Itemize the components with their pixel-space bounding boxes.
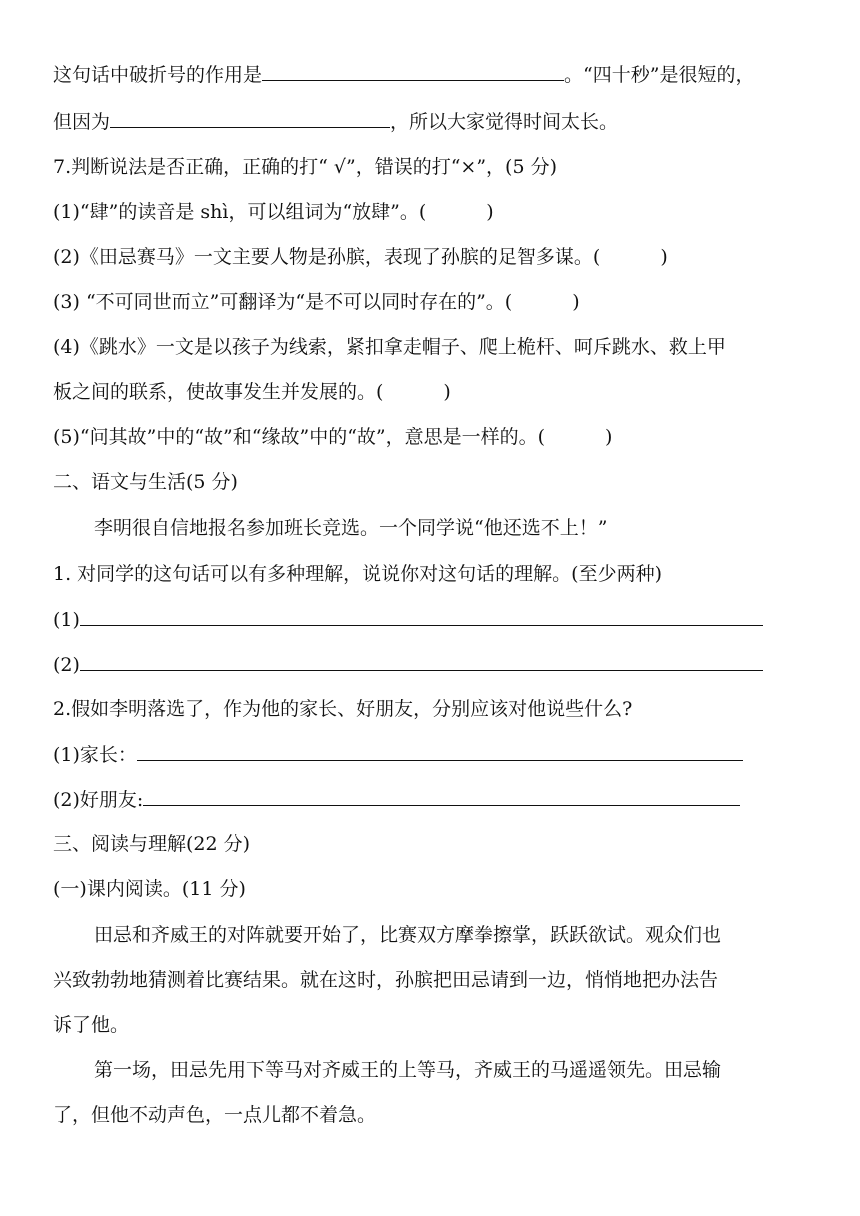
friend-answer-line — [53, 787, 740, 811]
item-3-text: (3) “不可同世而立”可翻译为“是不可以同时存在的”。( — [53, 291, 513, 313]
section-2-question-2 — [53, 697, 632, 721]
question-1-text: 1. 对同学的这句话可以有多种理解，说说你对这句话的理解。(至少两种) — [53, 563, 662, 585]
item-2-close-paren: ) — [660, 246, 668, 268]
passage-text: 了，但他不动声色，一点儿都不着急。 — [53, 1104, 377, 1126]
parent-answer-line — [53, 742, 743, 766]
passage-text: 第一场，田忌先用下等马对齐威王的上等马，齐威王的马遥遥领先。田忌输 — [94, 1059, 722, 1081]
item-4-text: (4)《跳水》一文是以孩子为线索，紧扣拿走帽子、爬上桅杆、呵斥跳水、救上甲 — [53, 336, 726, 358]
dash-question-text-cont: 。“四十秒”是很短的， — [564, 64, 755, 86]
item-5-close-paren: ) — [605, 426, 613, 448]
item-3-close-paren: ) — [572, 291, 580, 313]
item-4-close-paren: ) — [443, 381, 451, 403]
answer-1-label: (1) — [53, 609, 80, 631]
question-7-item-5 — [53, 425, 612, 449]
friend-label: (2)好朋友: — [53, 789, 144, 811]
dash-question-text: 这句话中破折号的作用是 — [53, 64, 263, 86]
section-2-title: 二、语文与生活(5 分) — [53, 471, 238, 493]
passage-text: 田忌和齐威王的对阵就要开始了，比赛双方摩拳擦掌，跃跃欲试。观众们也 — [94, 924, 722, 946]
item-1-text: (1)“肆”的读音是 shì，可以组词为“放肆”。( — [53, 201, 427, 223]
section-2-answer-line-1 — [53, 607, 763, 631]
scenario-text: 李明很自信地报名参加班长竞选。一个同学说“他还选不上！” — [94, 517, 608, 539]
question-7-item-4-cont — [53, 380, 451, 404]
answer-blank-dash-role[interactable] — [262, 62, 564, 81]
parent-label: (1)家长： — [53, 744, 137, 766]
because-text: 但因为 — [53, 111, 111, 133]
section-3-title: 三、阅读与理解(22 分) — [53, 833, 251, 855]
passage-para-2-line-1 — [94, 1058, 721, 1082]
item-2-text: (2)《田忌赛马》一文主要人物是孙膑，表现了孙膑的足智多谋。( — [53, 246, 601, 268]
question-7-item-3 — [53, 290, 580, 314]
section-3-sub-1 — [53, 877, 246, 901]
text-line-dash-question — [53, 62, 754, 86]
answer-blank-because[interactable] — [110, 109, 390, 128]
passage-para-2-line-2 — [53, 1103, 376, 1127]
answer-blank-1[interactable] — [80, 607, 763, 626]
answer-blank-2[interactable] — [80, 652, 763, 671]
question-7-item-4 — [53, 335, 726, 359]
answer-blank-friend[interactable] — [143, 787, 740, 806]
section-2-heading — [53, 470, 238, 494]
section-3-heading — [53, 832, 250, 856]
passage-para-1-line-1 — [94, 923, 721, 947]
passage-para-1-line-3 — [53, 1013, 129, 1037]
passage-text: 诉了他。 — [53, 1014, 130, 1036]
because-text-cont: ，所以大家觉得时间太长。 — [390, 111, 619, 133]
answer-blank-parent[interactable] — [137, 742, 743, 761]
section-2-answer-line-2 — [53, 652, 763, 676]
question-7-heading — [53, 155, 557, 179]
passage-text: 兴致勃勃地猜测着比赛结果。就在这时，孙膑把田忌请到一边，悄悄地把办法告 — [53, 969, 719, 991]
question-7-item-2 — [53, 245, 668, 269]
question-2-text: 2.假如李明落选了，作为他的家长、好朋友，分别应该对他说些什么? — [53, 698, 633, 720]
item-4-text-cont: 板之间的联系，使故事发生并发展的。( — [53, 381, 384, 403]
section-2-question-1 — [53, 562, 662, 586]
item-1-close-paren: ) — [486, 201, 494, 223]
question-7-item-1 — [53, 200, 494, 224]
text-line-because — [53, 109, 618, 133]
question-7-text: 7.判断说法是否正确，正确的打“ √”，错误的打“×”，(5 分) — [53, 156, 558, 178]
section-2-scenario — [94, 516, 607, 540]
reading-subtitle: (一)课内阅读。(11 分) — [53, 878, 246, 900]
passage-para-1-line-2 — [53, 968, 718, 992]
item-5-text: (5)“问其故”中的“故”和“缘故”中的“故”，意思是一样的。( — [53, 426, 546, 448]
answer-2-label: (2) — [53, 654, 80, 676]
